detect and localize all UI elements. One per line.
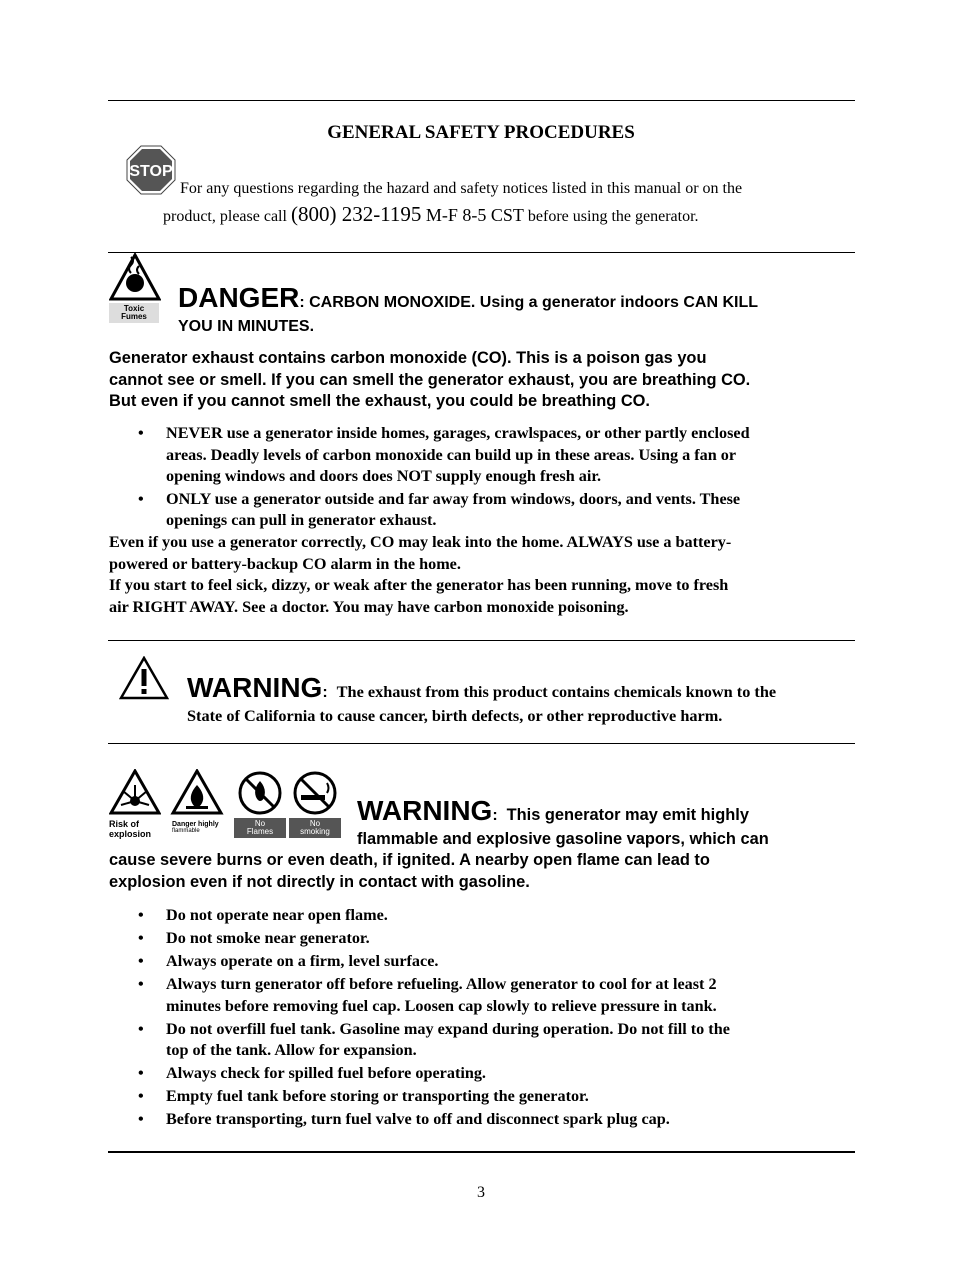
warning2-heading-rest: This generator may emit highly: [506, 806, 749, 824]
list-item: [109, 951, 869, 973]
warning2-line3: cause severe burns or even death, if ignited. A nearby open flame can lead to: [109, 851, 710, 869]
bullet-line: • Do not smoke near generator.: [166, 929, 370, 947]
office-hours: M-F 8-5 CST: [421, 205, 524, 225]
warning2-word: WARNING: [357, 795, 493, 826]
rule-after-warning1: [108, 743, 855, 744]
highly-flammable-icon: [170, 769, 226, 839]
flammable-label-1: Danger highly: [172, 821, 219, 828]
top-rule: [108, 100, 855, 101]
no-flames-label-1: No: [254, 819, 266, 828]
bullet-line: • Always turn generator off before refueling. Allow generator to cool for at least 2: [166, 975, 717, 993]
bottom-rule: [108, 1151, 855, 1153]
flammable-label-2: flammable: [172, 828, 200, 834]
warning2-bullet-list: [109, 905, 869, 1131]
list-item: [109, 974, 869, 1017]
toxic-fumes-label-1: Toxic: [123, 304, 145, 313]
warning2-line4: explosion even if not directly in contact with gasoline.: [109, 873, 530, 891]
risk-of-explosion-icon: [109, 769, 161, 839]
rule-after-intro: [108, 252, 855, 253]
no-flames-icon: [234, 769, 286, 839]
list-item: [109, 489, 869, 532]
explosion-label-1: Risk of: [109, 819, 140, 829]
bullet-line: • Before transporting, turn fuel valve to off and disconnect spark plug cap.: [166, 1110, 670, 1128]
intro-text-a: product, please call: [163, 208, 291, 225]
no-smoking-label-2: smoking: [300, 827, 330, 836]
danger-after-line: air RIGHT AWAY. See a doctor. You may have carbon monoxide poisoning.: [109, 597, 629, 616]
bullet-line: minutes before removing fuel cap. Loosen cap slowly to relieve pressure in tank.: [166, 996, 717, 1015]
warning1-line1: The exhaust from this product contains chemicals known to the: [336, 682, 777, 701]
toxic-fumes-label-2: Fumes: [121, 312, 147, 321]
intro-text-b: before using the generator.: [523, 208, 699, 225]
explosion-label-2: explosion: [109, 829, 152, 839]
warning2-heading: [357, 795, 749, 832]
bullet-line: • Always operate on a firm, level surface.: [166, 952, 439, 970]
warning1-line2: State of California to cause cancer, birth defects, or other reproductive harm.: [187, 706, 723, 725]
bullet-line: • Always check for spilled fuel before operating.: [166, 1064, 486, 1082]
danger-heading-line2: YOU IN MINUTES.: [178, 318, 315, 335]
warning2-line2: flammable and explosive gasoline vapors, which can: [357, 830, 769, 848]
list-item: [109, 905, 869, 927]
rule-after-danger: [108, 640, 855, 641]
no-flames-label-2: Flames: [246, 827, 274, 836]
warning1-heading: [187, 672, 776, 709]
bullet-line: • Do not operate near open flame.: [166, 906, 388, 924]
stop-sign-text: STOP: [129, 163, 173, 180]
warning2-colon: :: [492, 807, 498, 824]
danger-para-line: But even if you cannot smell the exhaust, you could be breathing CO.: [109, 392, 650, 410]
phone-number: (800) 232-1195: [290, 202, 422, 226]
stop-sign-icon: [126, 145, 176, 195]
danger-heading-rest: : CARBON MONOXIDE. Using a generator indoors CAN KILL: [299, 294, 759, 311]
list-item: [109, 1063, 869, 1085]
page-number: 3: [477, 1184, 485, 1201]
danger-after-line: If you start to feel sick, dizzy, or weak after the generator has been running, move to fresh: [109, 576, 729, 594]
warning-triangle-icon: [119, 656, 169, 700]
danger-heading: [178, 283, 758, 318]
warning1-colon: :: [322, 684, 328, 701]
danger-paragraph: [109, 348, 750, 413]
list-item: [109, 1086, 869, 1108]
warning1-word: WARNING: [187, 672, 323, 703]
list-item: [109, 1109, 869, 1131]
bullet-line: areas. Deadly levels of carbon monoxide can build up in these areas. Using a fan or: [166, 445, 737, 464]
bullet-line: top of the tank. Allow for expansion.: [166, 1041, 417, 1059]
bullet-line: openings can pull in generator exhaust.: [166, 511, 437, 529]
no-smoking-label-1: No: [309, 819, 321, 828]
danger-para-line: Generator exhaust contains carbon monoxide (CO). This is a poison gas you: [109, 349, 707, 367]
bullet-line: • NEVER use a generator inside homes, garages, crawlspaces, or other partly enclosed: [166, 424, 750, 442]
danger-para-line: cannot see or smell. If you can smell the generator exhaust, you are breathing CO.: [109, 370, 751, 389]
list-item: [109, 928, 869, 950]
intro-line-1: For any questions regarding the hazard and safety notices listed in this manual or on the: [180, 180, 743, 197]
bullet-line: • Empty fuel tank before storing or transporting the generator.: [166, 1087, 589, 1105]
list-item: [109, 1019, 869, 1062]
list-item: [109, 423, 869, 488]
bullet-line: opening windows and doors does NOT supply enough fresh air.: [166, 467, 602, 485]
danger-word: DANGER: [178, 282, 300, 313]
bullet-line: • ONLY use a generator outside and far away from windows, doors, and vents. These: [166, 489, 741, 508]
danger-after-line: powered or battery-backup CO alarm in the home.: [109, 554, 461, 573]
danger-after-line: Even if you use a generator correctly, CO may leak into the home. ALWAYS use a battery-: [109, 533, 732, 551]
danger-after-text: [109, 532, 731, 618]
toxic-fumes-icon: [109, 253, 161, 324]
intro-line-2: [163, 202, 699, 227]
no-smoking-icon: [289, 769, 341, 839]
bullet-line: • Do not overfill fuel tank. Gasoline may expand during operation. Do not fill to the: [166, 1019, 730, 1038]
danger-bullet-list: [109, 423, 869, 532]
page-title: GENERAL SAFETY PROCEDURES: [327, 122, 635, 143]
